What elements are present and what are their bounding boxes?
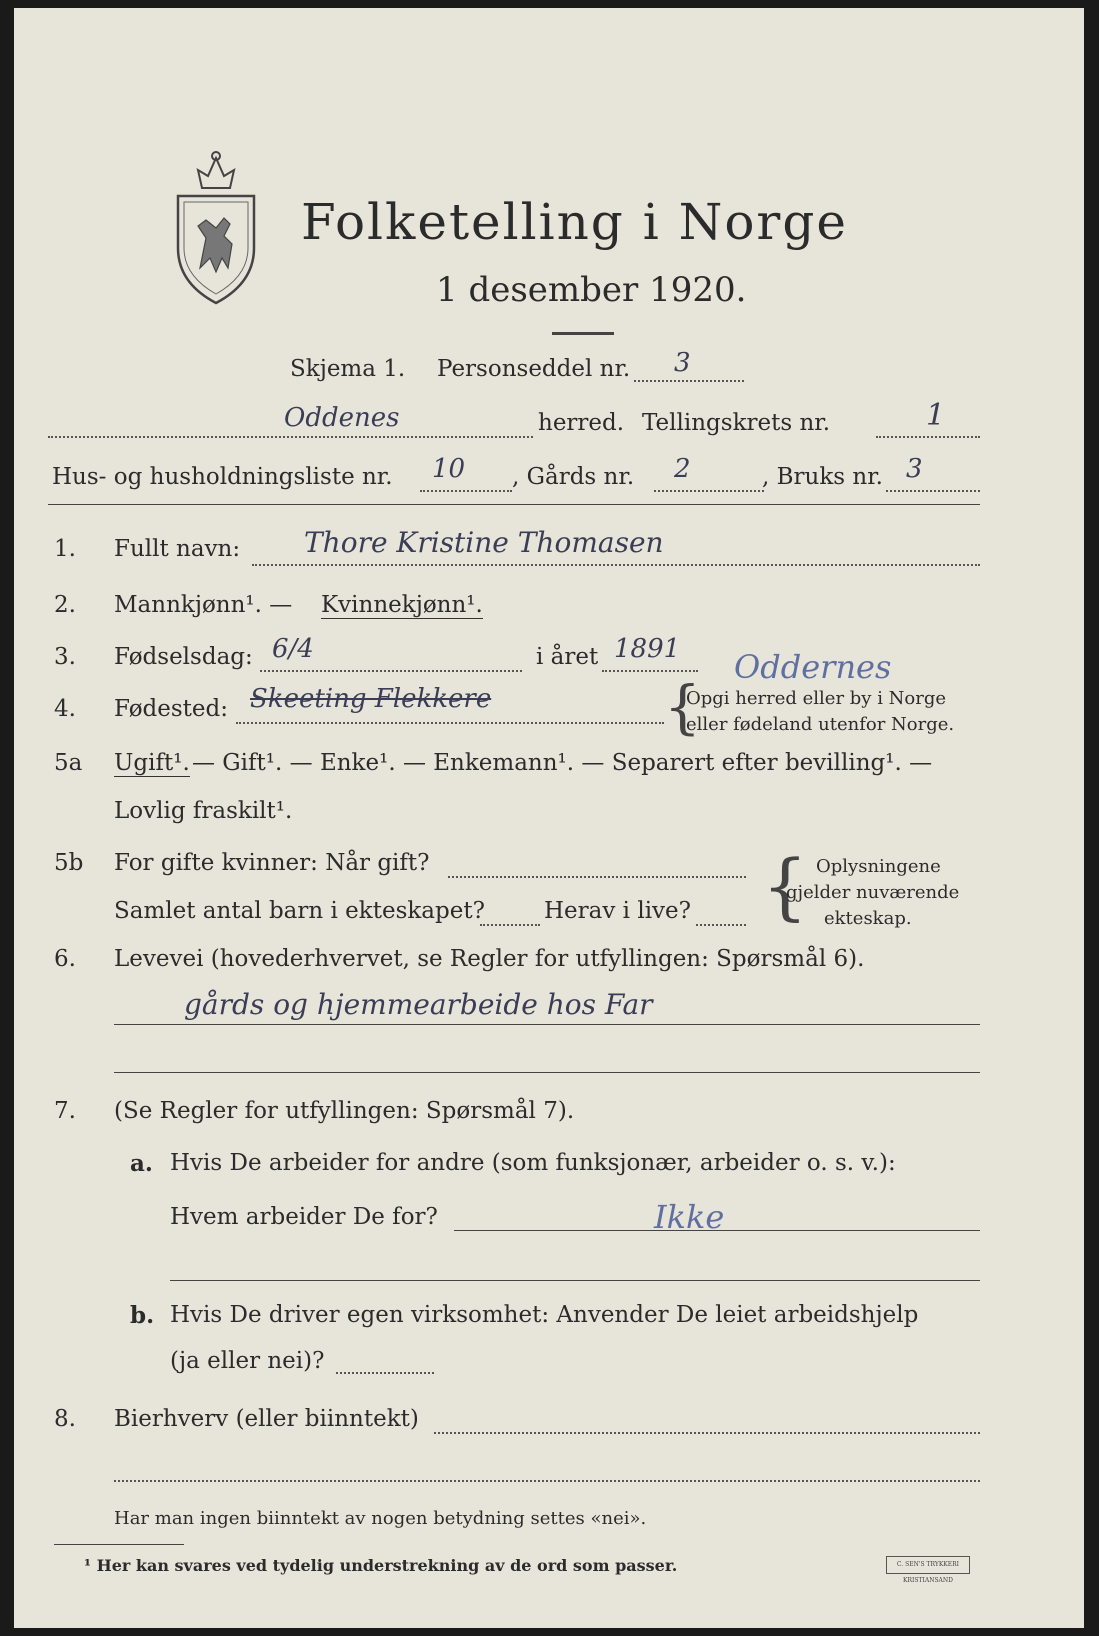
census-date: 1 desember 1920. <box>436 270 747 310</box>
q7a-question: Hvem arbeider De for? <box>170 1204 438 1230</box>
fraskilt-option[interactable]: Lovlig fraskilt¹. <box>114 798 293 824</box>
q5a-number: 5a <box>54 750 83 776</box>
coat-of-arms-icon <box>172 148 260 308</box>
q6-number: 6. <box>54 946 76 972</box>
birthplace-struck-value[interactable]: Skeeting Flekkere <box>250 684 492 714</box>
q8-label: Bierhverv (eller biinntekt) <box>114 1406 419 1432</box>
bruks-value[interactable]: 3 <box>906 454 923 484</box>
birthday-value[interactable]: 6/4 <box>272 634 314 664</box>
birth-year-value[interactable]: 1891 <box>614 634 681 664</box>
q4-note-1: Opgi herred eller by i Norge <box>686 688 947 709</box>
q5b-note-2: gjelder nuværende <box>786 882 960 903</box>
q1-line <box>252 564 980 566</box>
q4-line <box>236 722 664 724</box>
q3-line <box>260 670 522 672</box>
ugift-option[interactable]: Ugift¹. <box>114 750 190 776</box>
occupation-value[interactable]: gårds og hjemmearbeide hos Far <box>184 988 653 1021</box>
skjema-label: Skjema 1. <box>290 356 406 382</box>
year-line <box>602 670 698 672</box>
herred-value[interactable]: Oddenes <box>284 403 400 433</box>
q6-rule-2 <box>114 1072 980 1073</box>
q4-note-2: eller fødeland utenfor Norge. <box>686 714 955 735</box>
gards-value[interactable]: 2 <box>674 454 691 484</box>
personseddel-line <box>634 380 744 382</box>
mannkjonn-option[interactable]: Mannkjønn¹. — <box>114 592 293 618</box>
q5b-label-2: Samlet antal barn i ekteskapet? <box>114 898 485 924</box>
q5b-line-1 <box>448 876 746 878</box>
q7b-letter: b. <box>130 1302 155 1329</box>
census-form <box>14 8 1084 1628</box>
q8-line-1 <box>434 1432 980 1434</box>
printer-stamp: C. SEN'S TRYKKERI KRISTIANSAND <box>886 1556 970 1574</box>
q1-number: 1. <box>54 536 76 562</box>
herred-label: herred. <box>538 410 625 436</box>
q5b-number: 5b <box>54 850 84 876</box>
gards-line <box>654 490 764 492</box>
q5b-note-3: ekteskap. <box>824 908 912 929</box>
gards-label: , Gårds nr. <box>512 464 635 490</box>
q5b-label-3: Herav i live? <box>544 898 691 924</box>
form-title: Folketelling i Norge <box>301 193 848 251</box>
q4-number: 4. <box>54 696 76 722</box>
q3-number: 3. <box>54 644 76 670</box>
husliste-value[interactable]: 10 <box>432 454 466 484</box>
tellingskrets-value[interactable]: 1 <box>926 398 946 433</box>
q6-rule-1 <box>114 1024 980 1025</box>
q4-label: Fødested: <box>114 696 229 722</box>
q5b-note-1: Oplysningene <box>816 856 941 877</box>
tellingskrets-line <box>876 436 980 438</box>
q7b-line <box>336 1372 434 1374</box>
herred-line <box>48 436 533 438</box>
birthplace-value[interactable]: Oddernes <box>734 648 892 686</box>
q7a-text: Hvis De arbeider for andre (som funksjonær, arbeider o. s. v.): <box>170 1150 896 1176</box>
q3-label: Fødselsdag: <box>114 644 253 670</box>
personseddel-value[interactable]: 3 <box>674 348 691 378</box>
q7a-letter: a. <box>130 1150 153 1177</box>
title-divider <box>552 332 614 335</box>
q5b-brace: { <box>762 844 808 928</box>
q4-brace: { <box>664 673 701 741</box>
q7-label: (Se Regler for utfyllingen: Spørsmål 7). <box>114 1098 575 1124</box>
q2-number: 2. <box>54 592 76 618</box>
marital-options[interactable]: — Gift¹. — Enke¹. — Enkemann¹. — Separert efter bevilling¹. — <box>192 750 933 776</box>
full-name-value[interactable]: Thore Kristine Thomasen <box>304 526 664 559</box>
husliste-label: Hus- og husholdningsliste nr. <box>52 464 393 490</box>
q5b-line-3 <box>696 924 746 926</box>
footnote: ¹ Her kan svares ved tydelig understrekning av de ord som passer. <box>84 1556 678 1575</box>
q6-label: Levevei (hovederhvervet, se Regler for utfyllingen: Spørsmål 6). <box>114 946 865 972</box>
q7-number: 7. <box>54 1098 76 1124</box>
tellingskrets-label: Tellingskrets nr. <box>642 410 831 436</box>
q7b-question: (ja eller nei)? <box>170 1348 325 1374</box>
q1-label: Fullt navn: <box>114 536 241 562</box>
q7a-line-2 <box>170 1280 980 1281</box>
q5b-line-2 <box>480 924 540 926</box>
bruks-label: , Bruks nr. <box>762 464 883 490</box>
husliste-line <box>420 490 512 492</box>
header-rule <box>48 504 980 505</box>
bruks-line <box>886 490 980 492</box>
q8-line-2 <box>114 1480 980 1482</box>
q7b-text: Hvis De driver egen virksomhet: Anvender De leiet arbeidshjelp <box>170 1302 919 1328</box>
footnote-rule <box>54 1544 184 1545</box>
year-label: i året <box>536 644 599 670</box>
kvinnekjonn-option[interactable]: Kvinnekjønn¹. <box>321 592 483 618</box>
note-nei: Har man ingen biinntekt av nogen betydning settes «nei». <box>114 1508 647 1529</box>
employer-value[interactable]: Ikke <box>654 1198 725 1236</box>
q5b-label-1: For gifte kvinner: Når gift? <box>114 850 430 876</box>
q8-number: 8. <box>54 1406 76 1432</box>
personseddel-label: Personseddel nr. <box>437 356 631 382</box>
